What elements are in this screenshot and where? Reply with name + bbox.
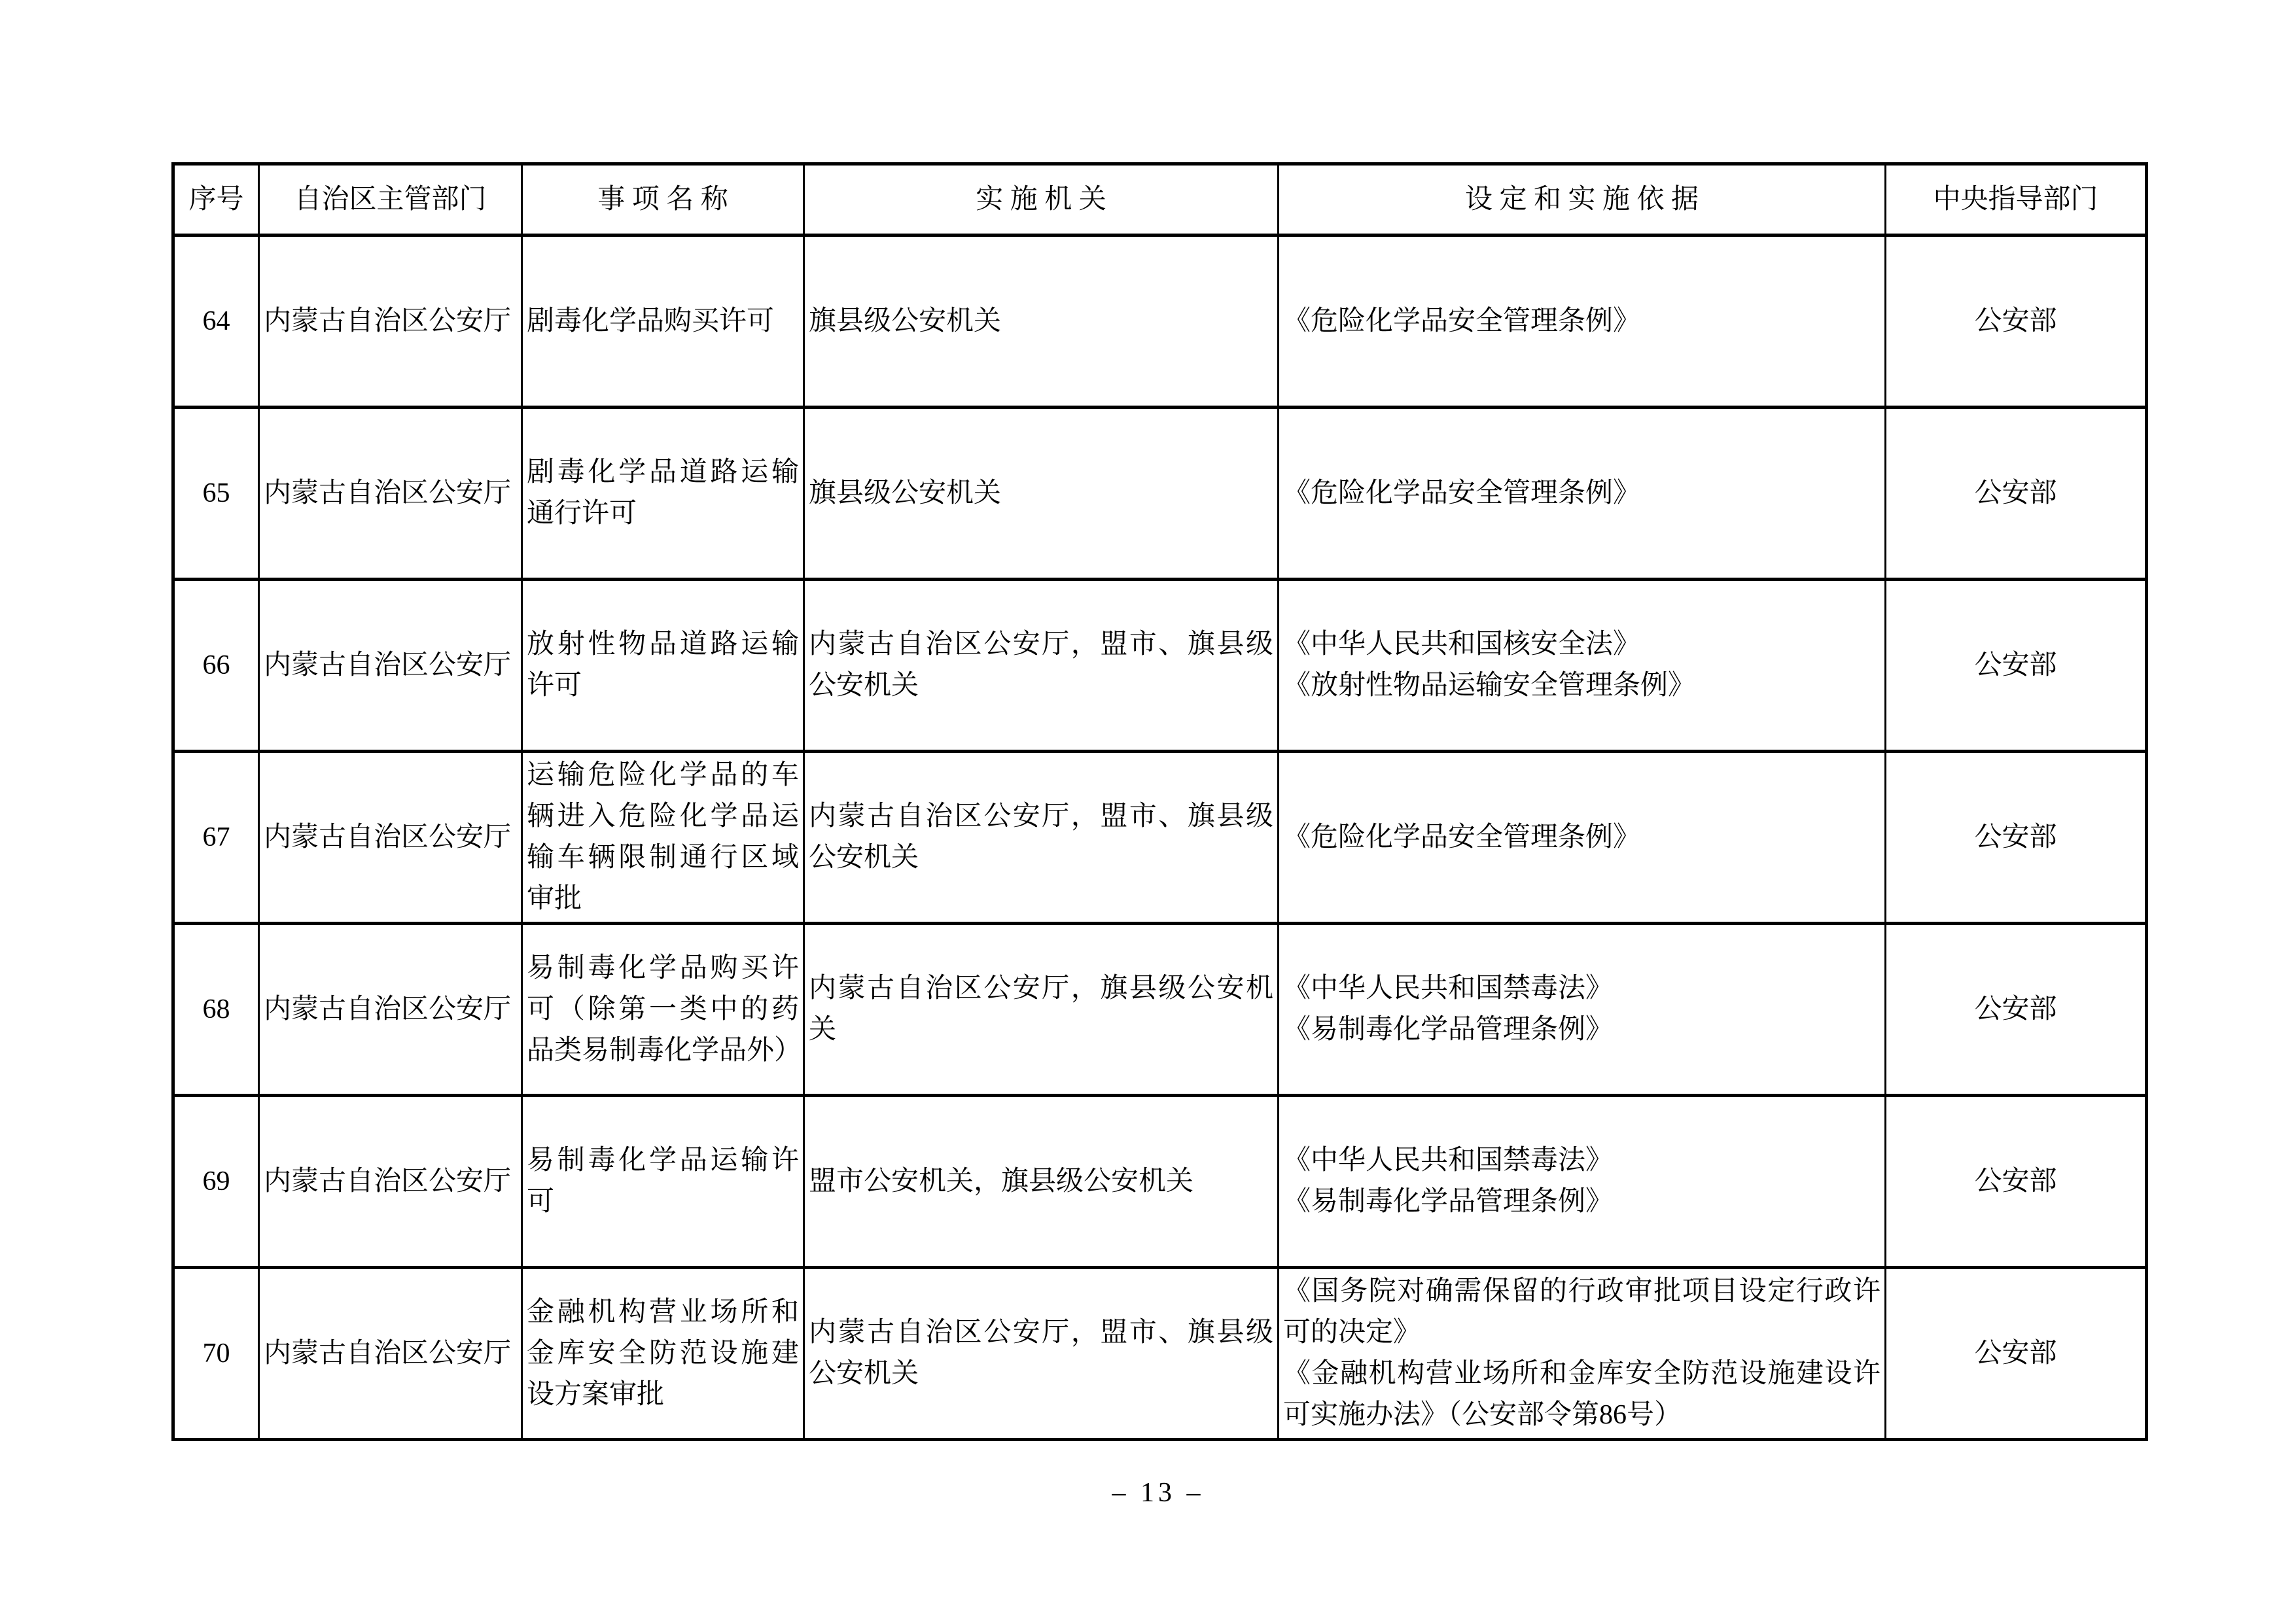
central-department-cell: 公安部	[1886, 752, 2147, 924]
central-department-cell: 公安部	[1886, 924, 2147, 1096]
serial-number-cell: 69	[173, 1096, 259, 1268]
table-row	[173, 752, 2147, 924]
basis-line: 《易制毒化学品管理条例》	[1283, 1187, 1614, 1217]
central-department-cell: 公安部	[1886, 408, 2147, 580]
region-department-cell: 内蒙古自治区公安厅	[259, 752, 522, 924]
table-row	[173, 236, 2147, 408]
serial-number-cell: 65	[173, 408, 259, 580]
basis-line: 《放射性物品运输安全管理条例》	[1283, 671, 1696, 701]
basis-cell	[1279, 1268, 1886, 1440]
item-name-cell: 金融机构营业场所和金库安全防范设施建设方案审批	[522, 1268, 804, 1440]
header-item-name: 事 项 名 称	[522, 164, 804, 236]
basis-line: 《危险化学品安全管理条例》	[1283, 478, 1641, 508]
implementing-agency-cell: 内蒙古自治区公安厅，旗县级公安机关	[804, 924, 1279, 1096]
basis-line: 《易制毒化学品管理条例》	[1283, 1015, 1614, 1045]
central-department-cell: 公安部	[1886, 580, 2147, 752]
table-row	[173, 408, 2147, 580]
central-department-cell: 公安部	[1886, 1096, 2147, 1268]
implementing-agency-cell: 盟市公安机关，旗县级公安机关	[804, 1096, 1279, 1268]
region-department-cell: 内蒙古自治区公安厅	[259, 1096, 522, 1268]
table-row	[173, 924, 2147, 1096]
region-department-cell: 内蒙古自治区公安厅	[259, 580, 522, 752]
item-name-cell: 易制毒化学品购买许可（除第一类中的药品类易制毒化学品外）	[522, 924, 804, 1096]
serial-number-cell: 68	[173, 924, 259, 1096]
implementing-agency-cell: 旗县级公安机关	[804, 236, 1279, 408]
item-name-cell: 易制毒化学品运输许可	[522, 1096, 804, 1268]
basis-cell	[1279, 1096, 1886, 1268]
header-serial-number: 序号	[173, 164, 259, 236]
region-department-cell: 内蒙古自治区公安厅	[259, 924, 522, 1096]
central-department-cell: 公安部	[1886, 236, 2147, 408]
basis-cell	[1279, 408, 1886, 580]
item-name-cell: 剧毒化学品道路运输通行许可	[522, 408, 804, 580]
approval-items-table	[171, 162, 2148, 1441]
basis-line: 《中华人民共和国禁毒法》	[1283, 973, 1614, 1003]
basis-cell	[1279, 236, 1886, 408]
serial-number-cell: 67	[173, 752, 259, 924]
implementing-agency-cell: 内蒙古自治区公安厅，盟市、旗县级公安机关	[804, 752, 1279, 924]
basis-cell	[1279, 924, 1886, 1096]
basis-line: 《金融机构营业场所和金库安全防范设施建设许可实施办法》（公安部令第86号）	[1283, 1359, 1881, 1430]
basis-line: 《危险化学品安全管理条例》	[1283, 305, 1641, 336]
header-basis: 设 定 和 实 施 依 据	[1279, 164, 1886, 236]
basis-line: 《中华人民共和国禁毒法》	[1283, 1145, 1614, 1176]
table-row	[173, 1268, 2147, 1440]
basis-cell	[1279, 580, 1886, 752]
item-name-cell: 剧毒化学品购买许可	[522, 236, 804, 408]
implementing-agency-cell: 内蒙古自治区公安厅，盟市、旗县级公安机关	[804, 580, 1279, 752]
implementing-agency-cell: 旗县级公安机关	[804, 408, 1279, 580]
basis-line: 《中华人民共和国核安全法》	[1283, 629, 1641, 659]
basis-line: 《危险化学品安全管理条例》	[1283, 822, 1641, 852]
header-central-department: 中央指导部门	[1886, 164, 2147, 236]
page-number: – 13 –	[1112, 1478, 1205, 1508]
header-region-department: 自治区主管部门	[259, 164, 522, 236]
region-department-cell: 内蒙古自治区公安厅	[259, 236, 522, 408]
table-row	[173, 1096, 2147, 1268]
table-header-row	[173, 164, 2147, 236]
implementing-agency-cell: 内蒙古自治区公安厅，盟市、旗县级公安机关	[804, 1268, 1279, 1440]
item-name-cell: 运输危险化学品的车辆进入危险化学品运输车辆限制通行区域审批	[522, 752, 804, 924]
header-implementing-agency: 实 施 机 关	[804, 164, 1279, 236]
serial-number-cell: 66	[173, 580, 259, 752]
basis-line: 《国务院对确需保留的行政审批项目设定行政许可的决定》	[1283, 1276, 1881, 1348]
region-department-cell: 内蒙古自治区公安厅	[259, 408, 522, 580]
serial-number-cell: 64	[173, 236, 259, 408]
serial-number-cell: 70	[173, 1268, 259, 1440]
basis-cell	[1279, 752, 1886, 924]
central-department-cell: 公安部	[1886, 1268, 2147, 1440]
table-row	[173, 580, 2147, 752]
region-department-cell: 内蒙古自治区公安厅	[259, 1268, 522, 1440]
item-name-cell: 放射性物品道路运输许可	[522, 580, 804, 752]
